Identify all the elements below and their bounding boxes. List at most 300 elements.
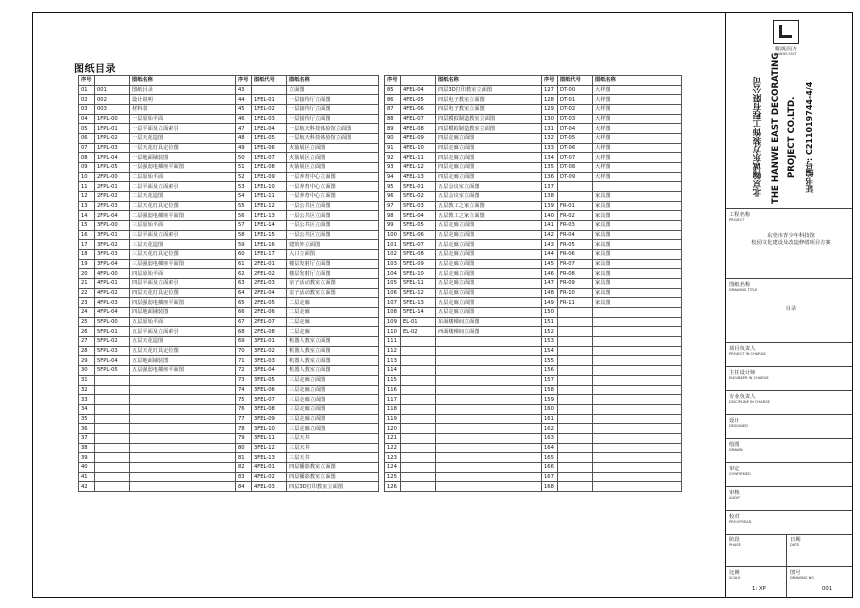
drawing-name: 一层航天科技体验馆立面图: [287, 124, 379, 134]
row-number: 11: [79, 182, 95, 192]
drawing-code: 3FPL-03: [95, 250, 130, 260]
drawing-code: [401, 337, 436, 347]
row-number: 01: [79, 85, 95, 95]
drawing-code: [401, 356, 436, 366]
drawing-name: 五层走廊立面图: [436, 308, 542, 318]
drawing-code: FR-06: [558, 250, 593, 260]
drawing-name: 三层天井: [287, 433, 379, 443]
table-row: [79, 279, 379, 289]
drawing-name: 三层原始平面: [130, 221, 236, 231]
row-number: 71: [236, 356, 252, 366]
row-number: 156: [542, 366, 558, 376]
drawing-name: 五层走廊立面图: [436, 269, 542, 279]
drawing-code: FR-11: [558, 298, 593, 308]
row-number: 91: [385, 143, 401, 153]
table-row: [79, 472, 379, 482]
drawing-name: [436, 404, 542, 414]
drawing-name: 五层天花造图: [130, 337, 236, 347]
logo-caption: 翰|诚|东|方: [774, 47, 797, 52]
drawing-name: 四层3D打印教室立面图: [287, 482, 379, 492]
table-row: [79, 163, 379, 173]
row-number: 34: [79, 404, 95, 414]
table-row: [385, 182, 682, 192]
drawing-name: 四层模拟制造教室立面图: [436, 114, 542, 124]
row-number: 72: [236, 366, 252, 376]
drawing-code: [95, 482, 130, 492]
drawing-code: 3FEL-07: [252, 395, 287, 405]
row-number: 14: [79, 211, 95, 221]
table-row: [385, 472, 682, 482]
drawing-code: 1FPL-05: [95, 163, 130, 173]
drawing-code: 3FEL-10: [252, 424, 287, 434]
drawing-name: [436, 443, 542, 453]
drawing-code: DT-07: [558, 153, 593, 163]
drawing-name: 家具图: [593, 279, 682, 289]
drawing-code: 1FPL-03: [95, 143, 130, 153]
drawing-name: 五层天花灯具定位图: [130, 346, 236, 356]
drawing-name: 一层公共区立面图: [287, 211, 379, 221]
drawing-code: [401, 472, 436, 482]
drawing-name: 大样图: [593, 172, 682, 182]
drawing-code: 4FPL-00: [95, 269, 130, 279]
drawing-name: 三层天花灯具定位图: [130, 250, 236, 260]
drawing-code: [558, 337, 593, 347]
row-number: 85: [385, 85, 401, 95]
row-number: 168: [542, 482, 558, 492]
drawing-name: 一层航天科技体验馆立面图: [287, 134, 379, 144]
row-number: 115: [385, 375, 401, 385]
drawing-name: 一层原始平面: [130, 114, 236, 124]
date-label: 日期: [790, 537, 801, 543]
certificate-number: 证书编号: C211019744-4/4: [805, 81, 814, 193]
drawing-name: 设计说明: [130, 95, 236, 105]
row-number: 152: [542, 327, 558, 337]
drawing-name: 图纸目录: [130, 85, 236, 95]
drawing-name: [593, 433, 682, 443]
drawing-name: 五层走廊立面图: [436, 221, 542, 231]
drawing-code: 3FPL-00: [95, 221, 130, 231]
row-number: 136: [542, 172, 558, 182]
table-row: [385, 356, 682, 366]
row-number: 55: [236, 201, 252, 211]
drawing-code: [558, 472, 593, 482]
row-number: 43: [236, 85, 252, 95]
drawing-code: 5FEL-04: [401, 211, 436, 221]
drawing-name: 大样图: [593, 105, 682, 115]
row-number: 07: [79, 143, 95, 153]
table-row: [79, 259, 379, 269]
drawing-code: 2FEL-04: [252, 288, 287, 298]
drawing-code: 3FEL-12: [252, 443, 287, 453]
project-label: 工程名称: [729, 212, 751, 218]
drawing-code: [558, 375, 593, 385]
drawing-name: 三层走廊立面图: [287, 375, 379, 385]
row-number: 111: [385, 337, 401, 347]
drawing-name: 五层走廊立面图: [436, 230, 542, 240]
table-row: [79, 346, 379, 356]
header-name: 图纸名称: [287, 76, 379, 86]
drawing-code: [558, 192, 593, 202]
drawing-code: [401, 462, 436, 472]
drawing-code: [95, 433, 130, 443]
eic-sub: ENGINEER IN CHARGE: [729, 376, 769, 380]
row-number: 144: [542, 250, 558, 260]
drawing-name: 五层走廊立面图: [436, 298, 542, 308]
drawing-code: 5FPL-02: [95, 337, 130, 347]
drawing-name: 三层天井: [287, 453, 379, 463]
row-number: 103: [385, 259, 401, 269]
row-number: 147: [542, 279, 558, 289]
drawing-code: 3FPL-04: [95, 259, 130, 269]
row-number: 08: [79, 153, 95, 163]
table-row: [79, 337, 379, 347]
drawing-code: [401, 443, 436, 453]
eic-label: 主任设计师: [729, 370, 756, 376]
drawing-code: 1FEL-05: [252, 134, 287, 144]
drawing-name: 一层接待厅立面图: [287, 105, 379, 115]
table-row: [79, 298, 379, 308]
table-row: [79, 414, 379, 424]
drawing-code: [558, 414, 593, 424]
drawing-code: 4FEL-02: [252, 472, 287, 482]
table-row: [79, 443, 379, 453]
drawing-name: 三层走廊立面图: [287, 395, 379, 405]
drawing-code: 2FEL-05: [252, 298, 287, 308]
drawing-name: 一层地面铺装图: [130, 153, 236, 163]
drawing-name: [436, 433, 542, 443]
drawing-name: [130, 385, 236, 395]
drawing-code: 4FEL-05: [401, 95, 436, 105]
row-number: 127: [542, 85, 558, 95]
drawing-name: [130, 414, 236, 424]
row-number: 16: [79, 230, 95, 240]
row-number: 06: [79, 134, 95, 144]
audit-field: [726, 486, 852, 511]
row-number: 124: [385, 462, 401, 472]
drawing-code: 1FEL-15: [252, 230, 287, 240]
draw-sub: DRAWN: [729, 448, 743, 452]
drawing-code: DT-05: [558, 134, 593, 144]
drawing-name: 机器人教室立面图: [287, 356, 379, 366]
row-number: 139: [542, 201, 558, 211]
drawing-name: 二层走廊: [287, 298, 379, 308]
table-row: [79, 85, 379, 95]
drawing-name: [130, 472, 236, 482]
company-name-cn: 北京翰诚东方装饰工程有限公司: [753, 76, 763, 198]
row-number: 66: [236, 308, 252, 318]
company-logo-icon: [773, 20, 799, 44]
row-number: 64: [236, 288, 252, 298]
row-number: 95: [385, 182, 401, 192]
row-number: 125: [385, 472, 401, 482]
drawing-name: [593, 453, 682, 463]
phase-date-row: [726, 534, 852, 567]
row-number: 146: [542, 269, 558, 279]
row-number: 28: [79, 346, 95, 356]
drawing-code: 4FEL-13: [401, 172, 436, 182]
row-number: 54: [236, 192, 252, 202]
drawing-code: 3FEL-09: [252, 414, 287, 424]
row-number: 137: [542, 182, 558, 192]
drawing-name: [436, 337, 542, 347]
row-number: 163: [542, 433, 558, 443]
drawing-code: 2FPL-00: [95, 172, 130, 182]
drawing-code: EL-01: [401, 317, 436, 327]
drawing-name: 三层天花造图: [130, 240, 236, 250]
row-number: 98: [385, 211, 401, 221]
drawing-name: 三层走廊立面图: [287, 424, 379, 434]
company-area: [726, 12, 852, 208]
drawing-code: 001: [95, 85, 130, 95]
sheet-title: 图纸目录: [74, 64, 116, 75]
row-number: 52: [236, 172, 252, 182]
table-row: [385, 337, 682, 347]
drawing-name: [593, 385, 682, 395]
table-row: [385, 250, 682, 260]
drawing-code: 3FEL-01: [252, 337, 287, 347]
row-number: 138: [542, 192, 558, 202]
drawing-name: 家具图: [593, 259, 682, 269]
table-row: [385, 95, 682, 105]
drawing-code: [558, 453, 593, 463]
header-code: 图纸代号: [558, 76, 593, 86]
drawing-code: [558, 317, 593, 327]
drawing-name: [436, 414, 542, 424]
drawing-code: 5FPL-00: [95, 317, 130, 327]
row-number: 101: [385, 240, 401, 250]
row-number: 47: [236, 124, 252, 134]
row-number: 21: [79, 279, 95, 289]
table-row: [385, 453, 682, 463]
row-number: 22: [79, 288, 95, 298]
proof-label: 校对: [729, 514, 740, 520]
row-number: 148: [542, 288, 558, 298]
drawing-name: 五层会议室立面图: [436, 182, 542, 192]
drawing-name: 家具图: [593, 269, 682, 279]
table-row: [385, 385, 682, 395]
row-number: 135: [542, 163, 558, 173]
drawing-name: [593, 317, 682, 327]
drawing-name: 西面楼梯间立面图: [436, 327, 542, 337]
drawing-name: 大样图: [593, 134, 682, 144]
row-number: 45: [236, 105, 252, 115]
drawing-code: [558, 327, 593, 337]
drawing-code: [401, 424, 436, 434]
row-number: 19: [79, 259, 95, 269]
drawing-name: 三层走廊立面图: [287, 385, 379, 395]
drawing-code: [401, 395, 436, 405]
scale-value: 1: XP: [752, 586, 766, 592]
drawing-name: 二层天花造图: [130, 192, 236, 202]
drawing-name: 入口立面图: [287, 250, 379, 260]
drawing-code: [558, 308, 593, 318]
table-row: [79, 134, 379, 144]
drawing-code: [95, 375, 130, 385]
drawing-code: 4FEL-08: [401, 124, 436, 134]
drawing-name: [436, 366, 542, 376]
drawing-name: [593, 482, 682, 492]
row-number: 108: [385, 308, 401, 318]
drawing-name: 二层平面及立面索引: [130, 182, 236, 192]
row-number: 164: [542, 443, 558, 453]
drawing-name: 机器人教室立面图: [287, 337, 379, 347]
drawing-name: 一层接待厅立面图: [287, 95, 379, 105]
drawing-value: 目录: [785, 306, 797, 312]
drawing-name: [436, 356, 542, 366]
drawing-code: [401, 433, 436, 443]
drawing-code: 5FEL-05: [401, 221, 436, 231]
drawing-code: DT-08: [558, 163, 593, 173]
index-table-right: [384, 75, 682, 492]
row-number: 41: [79, 472, 95, 482]
table-row: [79, 221, 379, 231]
drawing-name: [436, 472, 542, 482]
engineer-in-charge-field: [726, 366, 852, 391]
drawing-code: [401, 414, 436, 424]
table-row: [385, 153, 682, 163]
table-row: [385, 279, 682, 289]
drawing-name: [130, 462, 236, 472]
row-number: 122: [385, 443, 401, 453]
drawing-code: FR-08: [558, 269, 593, 279]
table-row: [79, 462, 379, 472]
drawing-name: 四层电子教室立面图: [436, 95, 542, 105]
drawing-name: [130, 443, 236, 453]
row-number: 158: [542, 385, 558, 395]
drawing-code: 4FEL-04: [401, 85, 436, 95]
drawing-name: 家具图: [593, 298, 682, 308]
drawing-name: [593, 443, 682, 453]
drawing-code: 1FPL-01: [95, 124, 130, 134]
drawing-code: [558, 356, 593, 366]
row-number: 83: [236, 472, 252, 482]
drawing-name: 一层养育中心立面图: [287, 192, 379, 202]
drawing-code: [401, 366, 436, 376]
row-number: 09: [79, 163, 95, 173]
table-row: [79, 95, 379, 105]
table-row: [79, 240, 379, 250]
drawing-code: 5FEL-09: [401, 259, 436, 269]
drawing-name: 建筑外立面图: [287, 240, 379, 250]
drawing-code: 5FPL-03: [95, 346, 130, 356]
row-number: 10: [79, 172, 95, 182]
header-name: 图纸名称: [130, 76, 236, 86]
row-number: 166: [542, 462, 558, 472]
table-row: [385, 211, 682, 221]
drawing-name: 大样图: [593, 124, 682, 134]
drawing-code: 1FEL-11: [252, 192, 287, 202]
drawing-name: 一层天花造图: [130, 134, 236, 144]
row-number: 75: [236, 395, 252, 405]
row-number: 24: [79, 308, 95, 318]
drawing-code: FR-07: [558, 259, 593, 269]
row-number: 105: [385, 279, 401, 289]
row-number: 129: [542, 105, 558, 115]
drawing-code: 3FEL-05: [252, 375, 287, 385]
table-row: [385, 288, 682, 298]
row-number: 165: [542, 453, 558, 463]
drawing-code: [401, 404, 436, 414]
drawing-name: 亲子活动教室立面图: [287, 279, 379, 289]
header-code: [401, 76, 436, 86]
project-value-2: 校园文化建设及改造修缮项目方案: [751, 240, 831, 246]
row-number: 155: [542, 356, 558, 366]
drawing-code: 4FPL-03: [95, 298, 130, 308]
drawing-code: [95, 385, 130, 395]
drawing-name: [130, 482, 236, 492]
table-row: [385, 462, 682, 472]
row-number: 128: [542, 95, 558, 105]
drawing-code: 3FPL-01: [95, 230, 130, 240]
drawing-name: 四层走廊立面图: [436, 153, 542, 163]
row-number: 30: [79, 366, 95, 376]
drawing-code: 1FEL-10: [252, 182, 287, 192]
drawing-name: 家具图: [593, 240, 682, 250]
table-row: [79, 404, 379, 414]
row-number: 36: [79, 424, 95, 434]
row-number: 84: [236, 482, 252, 492]
row-number: 73: [236, 375, 252, 385]
row-number: 51: [236, 163, 252, 173]
drawing-code: 2FPL-03: [95, 201, 130, 211]
drawing-code: 2FEL-03: [252, 279, 287, 289]
drawing-code: [401, 385, 436, 395]
drawing-name: [593, 424, 682, 434]
dwgno-label: 图号: [790, 570, 801, 576]
drawing-name: 机器人教室立面图: [287, 366, 379, 376]
row-number: 92: [385, 153, 401, 163]
row-number: 44: [236, 95, 252, 105]
row-number: 78: [236, 424, 252, 434]
drawing-name: 大样图: [593, 95, 682, 105]
row-number: 23: [79, 298, 95, 308]
row-number: 159: [542, 395, 558, 405]
row-number: 133: [542, 143, 558, 153]
drawing-name: [593, 462, 682, 472]
drawing-code: [401, 482, 436, 492]
row-number: 37: [79, 433, 95, 443]
table-row: [79, 250, 379, 260]
confirmed-field: [726, 462, 852, 487]
drawing-name: [436, 385, 542, 395]
row-number: 15: [79, 221, 95, 231]
row-number: 29: [79, 356, 95, 366]
drawing-code: [95, 462, 130, 472]
drawing-code: FR-02: [558, 211, 593, 221]
row-number: 110: [385, 327, 401, 337]
company-name-en-1: THE HANWE EAST DECORATING: [771, 52, 781, 204]
table-row: [385, 327, 682, 337]
drawing-name: 亲子活动教室立面图: [287, 288, 379, 298]
drawing-code: 5FEL-11: [401, 279, 436, 289]
index-table-left: [78, 75, 379, 492]
drawing-name: [130, 424, 236, 434]
table-row: [385, 298, 682, 308]
drawing-code: 1FEL-12: [252, 201, 287, 211]
proofread-field: [726, 510, 852, 535]
project-field: [726, 208, 852, 279]
table-row: [79, 366, 379, 376]
row-number: 151: [542, 317, 558, 327]
drawing-name: 二层走廊: [287, 317, 379, 327]
row-number: 87: [385, 105, 401, 115]
drawing-name: 大样图: [593, 114, 682, 124]
row-number: 160: [542, 404, 558, 414]
row-number: 69: [236, 337, 252, 347]
row-number: 02: [79, 95, 95, 105]
row-number: 106: [385, 288, 401, 298]
drawing-code: [558, 346, 593, 356]
